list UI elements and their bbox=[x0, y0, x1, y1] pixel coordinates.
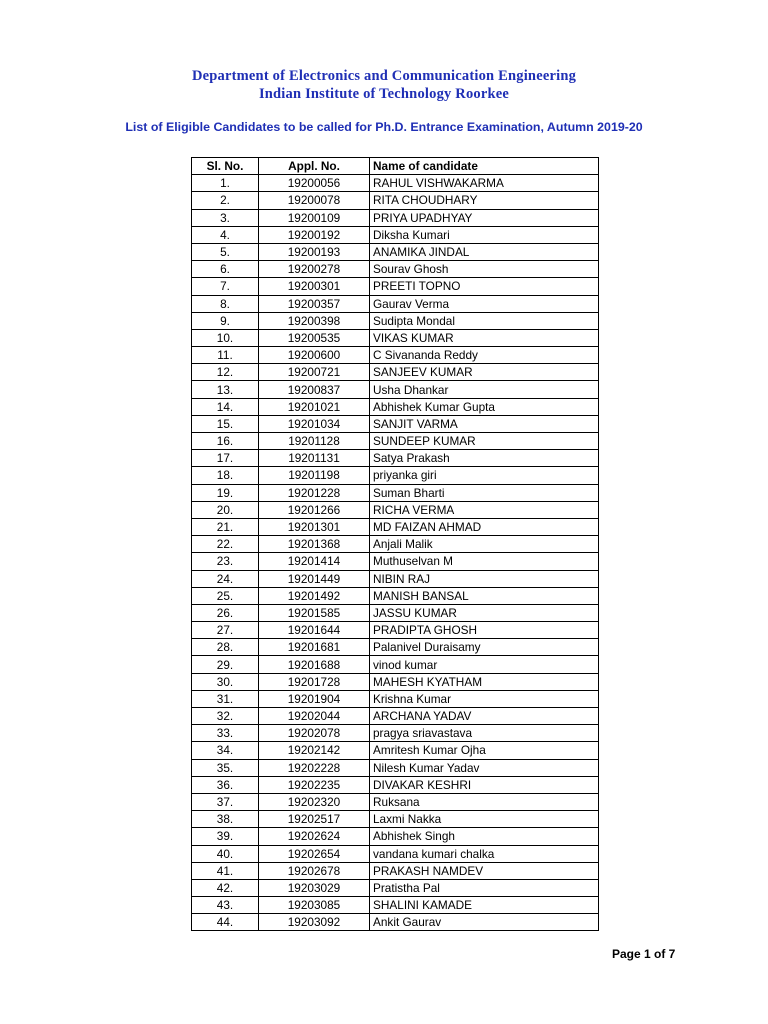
candidate-name-cell: SANJIT VARMA bbox=[370, 415, 599, 432]
candidate-name-cell: SANJEEV KUMAR bbox=[370, 364, 599, 381]
table-row bbox=[192, 811, 599, 828]
table-row bbox=[192, 862, 599, 879]
candidate-name-cell: MAHESH KYATHAM bbox=[370, 673, 599, 690]
serial-cell: 27. bbox=[192, 622, 259, 639]
application-number-cell: 19202624 bbox=[259, 828, 370, 845]
candidate-name-cell: ANAMIKA JINDAL bbox=[370, 243, 599, 260]
candidate-name-cell: Pratistha Pal bbox=[370, 879, 599, 896]
candidate-name-cell: PRAKASH NAMDEV bbox=[370, 862, 599, 879]
application-number-cell: 19201644 bbox=[259, 622, 370, 639]
table-row bbox=[192, 226, 599, 243]
table-row bbox=[192, 433, 599, 450]
table-row bbox=[192, 175, 599, 192]
candidate-name-cell: Sudipta Mondal bbox=[370, 312, 599, 329]
table-row bbox=[192, 329, 599, 346]
application-number-cell: 19201228 bbox=[259, 484, 370, 501]
serial-cell: 23. bbox=[192, 553, 259, 570]
application-number-cell: 19200278 bbox=[259, 261, 370, 278]
table-row bbox=[192, 484, 599, 501]
application-number-cell: 19201368 bbox=[259, 536, 370, 553]
application-number-cell: 19201904 bbox=[259, 690, 370, 707]
table-row bbox=[192, 673, 599, 690]
table-row bbox=[192, 261, 599, 278]
candidate-name-cell: PREETI TOPNO bbox=[370, 278, 599, 295]
candidate-name-cell: SHALINI KAMADE bbox=[370, 897, 599, 914]
table-row bbox=[192, 879, 599, 896]
serial-cell: 44. bbox=[192, 914, 259, 931]
table-row bbox=[192, 536, 599, 553]
candidate-name-cell: Amritesh Kumar Ojha bbox=[370, 742, 599, 759]
serial-cell: 10. bbox=[192, 329, 259, 346]
serial-cell: 17. bbox=[192, 450, 259, 467]
table-row bbox=[192, 708, 599, 725]
table-row bbox=[192, 587, 599, 604]
serial-cell: 41. bbox=[192, 862, 259, 879]
candidate-name-cell: Ankit Gaurav bbox=[370, 914, 599, 931]
table-row bbox=[192, 725, 599, 742]
table-row bbox=[192, 415, 599, 432]
table-row bbox=[192, 553, 599, 570]
application-number-cell: 19201728 bbox=[259, 673, 370, 690]
table-row bbox=[192, 192, 599, 209]
application-number-cell: 19202228 bbox=[259, 759, 370, 776]
serial-cell: 15. bbox=[192, 415, 259, 432]
table-row bbox=[192, 845, 599, 862]
serial-cell: 35. bbox=[192, 759, 259, 776]
candidate-name-cell: vandana kumari chalka bbox=[370, 845, 599, 862]
application-number-cell: 19202235 bbox=[259, 776, 370, 793]
table-row bbox=[192, 604, 599, 621]
table-row bbox=[192, 897, 599, 914]
serial-cell: 7. bbox=[192, 278, 259, 295]
application-number-cell: 19200056 bbox=[259, 175, 370, 192]
application-number-cell: 19203085 bbox=[259, 897, 370, 914]
application-number-cell: 19200301 bbox=[259, 278, 370, 295]
application-number-cell: 19200535 bbox=[259, 329, 370, 346]
table-row bbox=[192, 828, 599, 845]
candidate-name-cell: ARCHANA YADAV bbox=[370, 708, 599, 725]
serial-cell: 34. bbox=[192, 742, 259, 759]
application-number-cell: 19201585 bbox=[259, 604, 370, 621]
candidate-name-cell: Abhishek Kumar Gupta bbox=[370, 398, 599, 415]
serial-cell: 19. bbox=[192, 484, 259, 501]
serial-cell: 2. bbox=[192, 192, 259, 209]
application-number-cell: 19201449 bbox=[259, 570, 370, 587]
candidate-name-cell: Nilesh Kumar Yadav bbox=[370, 759, 599, 776]
candidate-name-cell: JASSU KUMAR bbox=[370, 604, 599, 621]
serial-cell: 26. bbox=[192, 604, 259, 621]
application-number-cell: 19202142 bbox=[259, 742, 370, 759]
table-row bbox=[192, 622, 599, 639]
serial-cell: 14. bbox=[192, 398, 259, 415]
table-row bbox=[192, 570, 599, 587]
application-number-cell: 19200193 bbox=[259, 243, 370, 260]
application-number-cell: 19202044 bbox=[259, 708, 370, 725]
candidate-name-cell: NIBIN RAJ bbox=[370, 570, 599, 587]
serial-cell: 30. bbox=[192, 673, 259, 690]
candidate-name-cell: DIVAKAR KESHRI bbox=[370, 776, 599, 793]
serial-cell: 39. bbox=[192, 828, 259, 845]
candidate-name-cell: Diksha Kumari bbox=[370, 226, 599, 243]
candidate-name-cell: Usha Dhankar bbox=[370, 381, 599, 398]
table-row bbox=[192, 742, 599, 759]
candidate-name-cell: vinod kumar bbox=[370, 656, 599, 673]
candidate-name-cell: Suman Bharti bbox=[370, 484, 599, 501]
candidate-name-cell: C Sivananda Reddy bbox=[370, 347, 599, 364]
table-row bbox=[192, 243, 599, 260]
candidate-name-cell: Abhishek Singh bbox=[370, 828, 599, 845]
candidate-name-cell: MD FAIZAN AHMAD bbox=[370, 518, 599, 535]
table-row bbox=[192, 450, 599, 467]
candidate-name-cell: Sourav Ghosh bbox=[370, 261, 599, 278]
serial-cell: 31. bbox=[192, 690, 259, 707]
serial-cell: 18. bbox=[192, 467, 259, 484]
candidate-name-cell: MANISH BANSAL bbox=[370, 587, 599, 604]
application-number-cell: 19203092 bbox=[259, 914, 370, 931]
table-row bbox=[192, 914, 599, 931]
table-row bbox=[192, 690, 599, 707]
serial-cell: 24. bbox=[192, 570, 259, 587]
application-number-cell: 19200357 bbox=[259, 295, 370, 312]
table-row bbox=[192, 381, 599, 398]
candidate-name-cell: Anjali Malik bbox=[370, 536, 599, 553]
serial-cell: 36. bbox=[192, 776, 259, 793]
serial-cell: 16. bbox=[192, 433, 259, 450]
page-number: Page 1 of 7 bbox=[612, 947, 676, 961]
candidate-name-cell: RICHA VERMA bbox=[370, 501, 599, 518]
column-header-application: Appl. No. bbox=[259, 158, 370, 175]
table-row bbox=[192, 347, 599, 364]
application-number-cell: 19200109 bbox=[259, 209, 370, 226]
application-number-cell: 19200078 bbox=[259, 192, 370, 209]
application-number-cell: 19200837 bbox=[259, 381, 370, 398]
serial-cell: 11. bbox=[192, 347, 259, 364]
application-number-cell: 19201128 bbox=[259, 433, 370, 450]
serial-cell: 8. bbox=[192, 295, 259, 312]
table-row bbox=[192, 639, 599, 656]
application-number-cell: 19201492 bbox=[259, 587, 370, 604]
serial-cell: 42. bbox=[192, 879, 259, 896]
application-number-cell: 19201301 bbox=[259, 518, 370, 535]
department-title: Department of Electronics and Communication Engineering bbox=[191, 68, 577, 84]
application-number-cell: 19202320 bbox=[259, 793, 370, 810]
serial-cell: 21. bbox=[192, 518, 259, 535]
application-number-cell: 19202678 bbox=[259, 862, 370, 879]
serial-cell: 12. bbox=[192, 364, 259, 381]
application-number-cell: 19200398 bbox=[259, 312, 370, 329]
column-header-name: Name of candidate bbox=[370, 158, 599, 175]
institute-title: Indian Institute of Technology Roorkee bbox=[258, 86, 510, 102]
candidate-name-cell: Laxmi Nakka bbox=[370, 811, 599, 828]
serial-cell: 33. bbox=[192, 725, 259, 742]
serial-cell: 38. bbox=[192, 811, 259, 828]
list-subtitle: List of Eligible Candidates to be called for Ph.D. Entrance Examination, Autumn 2019-20 bbox=[125, 120, 643, 134]
candidate-name-cell: VIKAS KUMAR bbox=[370, 329, 599, 346]
serial-cell: 22. bbox=[192, 536, 259, 553]
table-row bbox=[192, 398, 599, 415]
serial-cell: 4. bbox=[192, 226, 259, 243]
table-row bbox=[192, 295, 599, 312]
serial-cell: 5. bbox=[192, 243, 259, 260]
candidate-name-cell: SUNDEEP KUMAR bbox=[370, 433, 599, 450]
candidate-name-cell: Satya Prakash bbox=[370, 450, 599, 467]
application-number-cell: 19200721 bbox=[259, 364, 370, 381]
application-number-cell: 19200192 bbox=[259, 226, 370, 243]
serial-cell: 32. bbox=[192, 708, 259, 725]
table-row bbox=[192, 467, 599, 484]
candidate-name-cell: Palanivel Duraisamy bbox=[370, 639, 599, 656]
serial-cell: 3. bbox=[192, 209, 259, 226]
serial-cell: 6. bbox=[192, 261, 259, 278]
candidate-name-cell: Krishna Kumar bbox=[370, 690, 599, 707]
application-number-cell: 19202654 bbox=[259, 845, 370, 862]
table-body bbox=[192, 175, 599, 931]
candidate-name-cell: priyanka giri bbox=[370, 467, 599, 484]
candidate-name-cell: PRIYA UPADHYAY bbox=[370, 209, 599, 226]
table-row bbox=[192, 656, 599, 673]
serial-cell: 13. bbox=[192, 381, 259, 398]
table-header-row bbox=[192, 158, 599, 175]
table-row bbox=[192, 501, 599, 518]
candidate-name-cell: Ruksana bbox=[370, 793, 599, 810]
serial-cell: 20. bbox=[192, 501, 259, 518]
serial-cell: 40. bbox=[192, 845, 259, 862]
candidate-name-cell: RAHUL VISHWAKARMA bbox=[370, 175, 599, 192]
application-number-cell: 19201414 bbox=[259, 553, 370, 570]
table-row bbox=[192, 776, 599, 793]
candidate-name-cell: Muthuselvan M bbox=[370, 553, 599, 570]
column-header-serial: Sl. No. bbox=[192, 158, 259, 175]
candidate-name-cell: RITA CHOUDHARY bbox=[370, 192, 599, 209]
serial-cell: 37. bbox=[192, 793, 259, 810]
application-number-cell: 19201688 bbox=[259, 656, 370, 673]
serial-cell: 9. bbox=[192, 312, 259, 329]
table-row bbox=[192, 312, 599, 329]
serial-cell: 1. bbox=[192, 175, 259, 192]
candidate-name-cell: pragya sriavastava bbox=[370, 725, 599, 742]
application-number-cell: 19201681 bbox=[259, 639, 370, 656]
application-number-cell: 19201266 bbox=[259, 501, 370, 518]
table-row bbox=[192, 759, 599, 776]
application-number-cell: 19203029 bbox=[259, 879, 370, 896]
serial-cell: 43. bbox=[192, 897, 259, 914]
candidates-table bbox=[191, 157, 599, 931]
serial-cell: 28. bbox=[192, 639, 259, 656]
application-number-cell: 19201131 bbox=[259, 450, 370, 467]
table-row bbox=[192, 793, 599, 810]
serial-cell: 29. bbox=[192, 656, 259, 673]
table-row bbox=[192, 364, 599, 381]
application-number-cell: 19202517 bbox=[259, 811, 370, 828]
application-number-cell: 19202078 bbox=[259, 725, 370, 742]
candidate-name-cell: Gaurav Verma bbox=[370, 295, 599, 312]
table-row bbox=[192, 209, 599, 226]
application-number-cell: 19201021 bbox=[259, 398, 370, 415]
table-row bbox=[192, 278, 599, 295]
candidate-name-cell: PRADIPTA GHOSH bbox=[370, 622, 599, 639]
serial-cell: 25. bbox=[192, 587, 259, 604]
application-number-cell: 19200600 bbox=[259, 347, 370, 364]
application-number-cell: 19201034 bbox=[259, 415, 370, 432]
table-row bbox=[192, 518, 599, 535]
application-number-cell: 19201198 bbox=[259, 467, 370, 484]
